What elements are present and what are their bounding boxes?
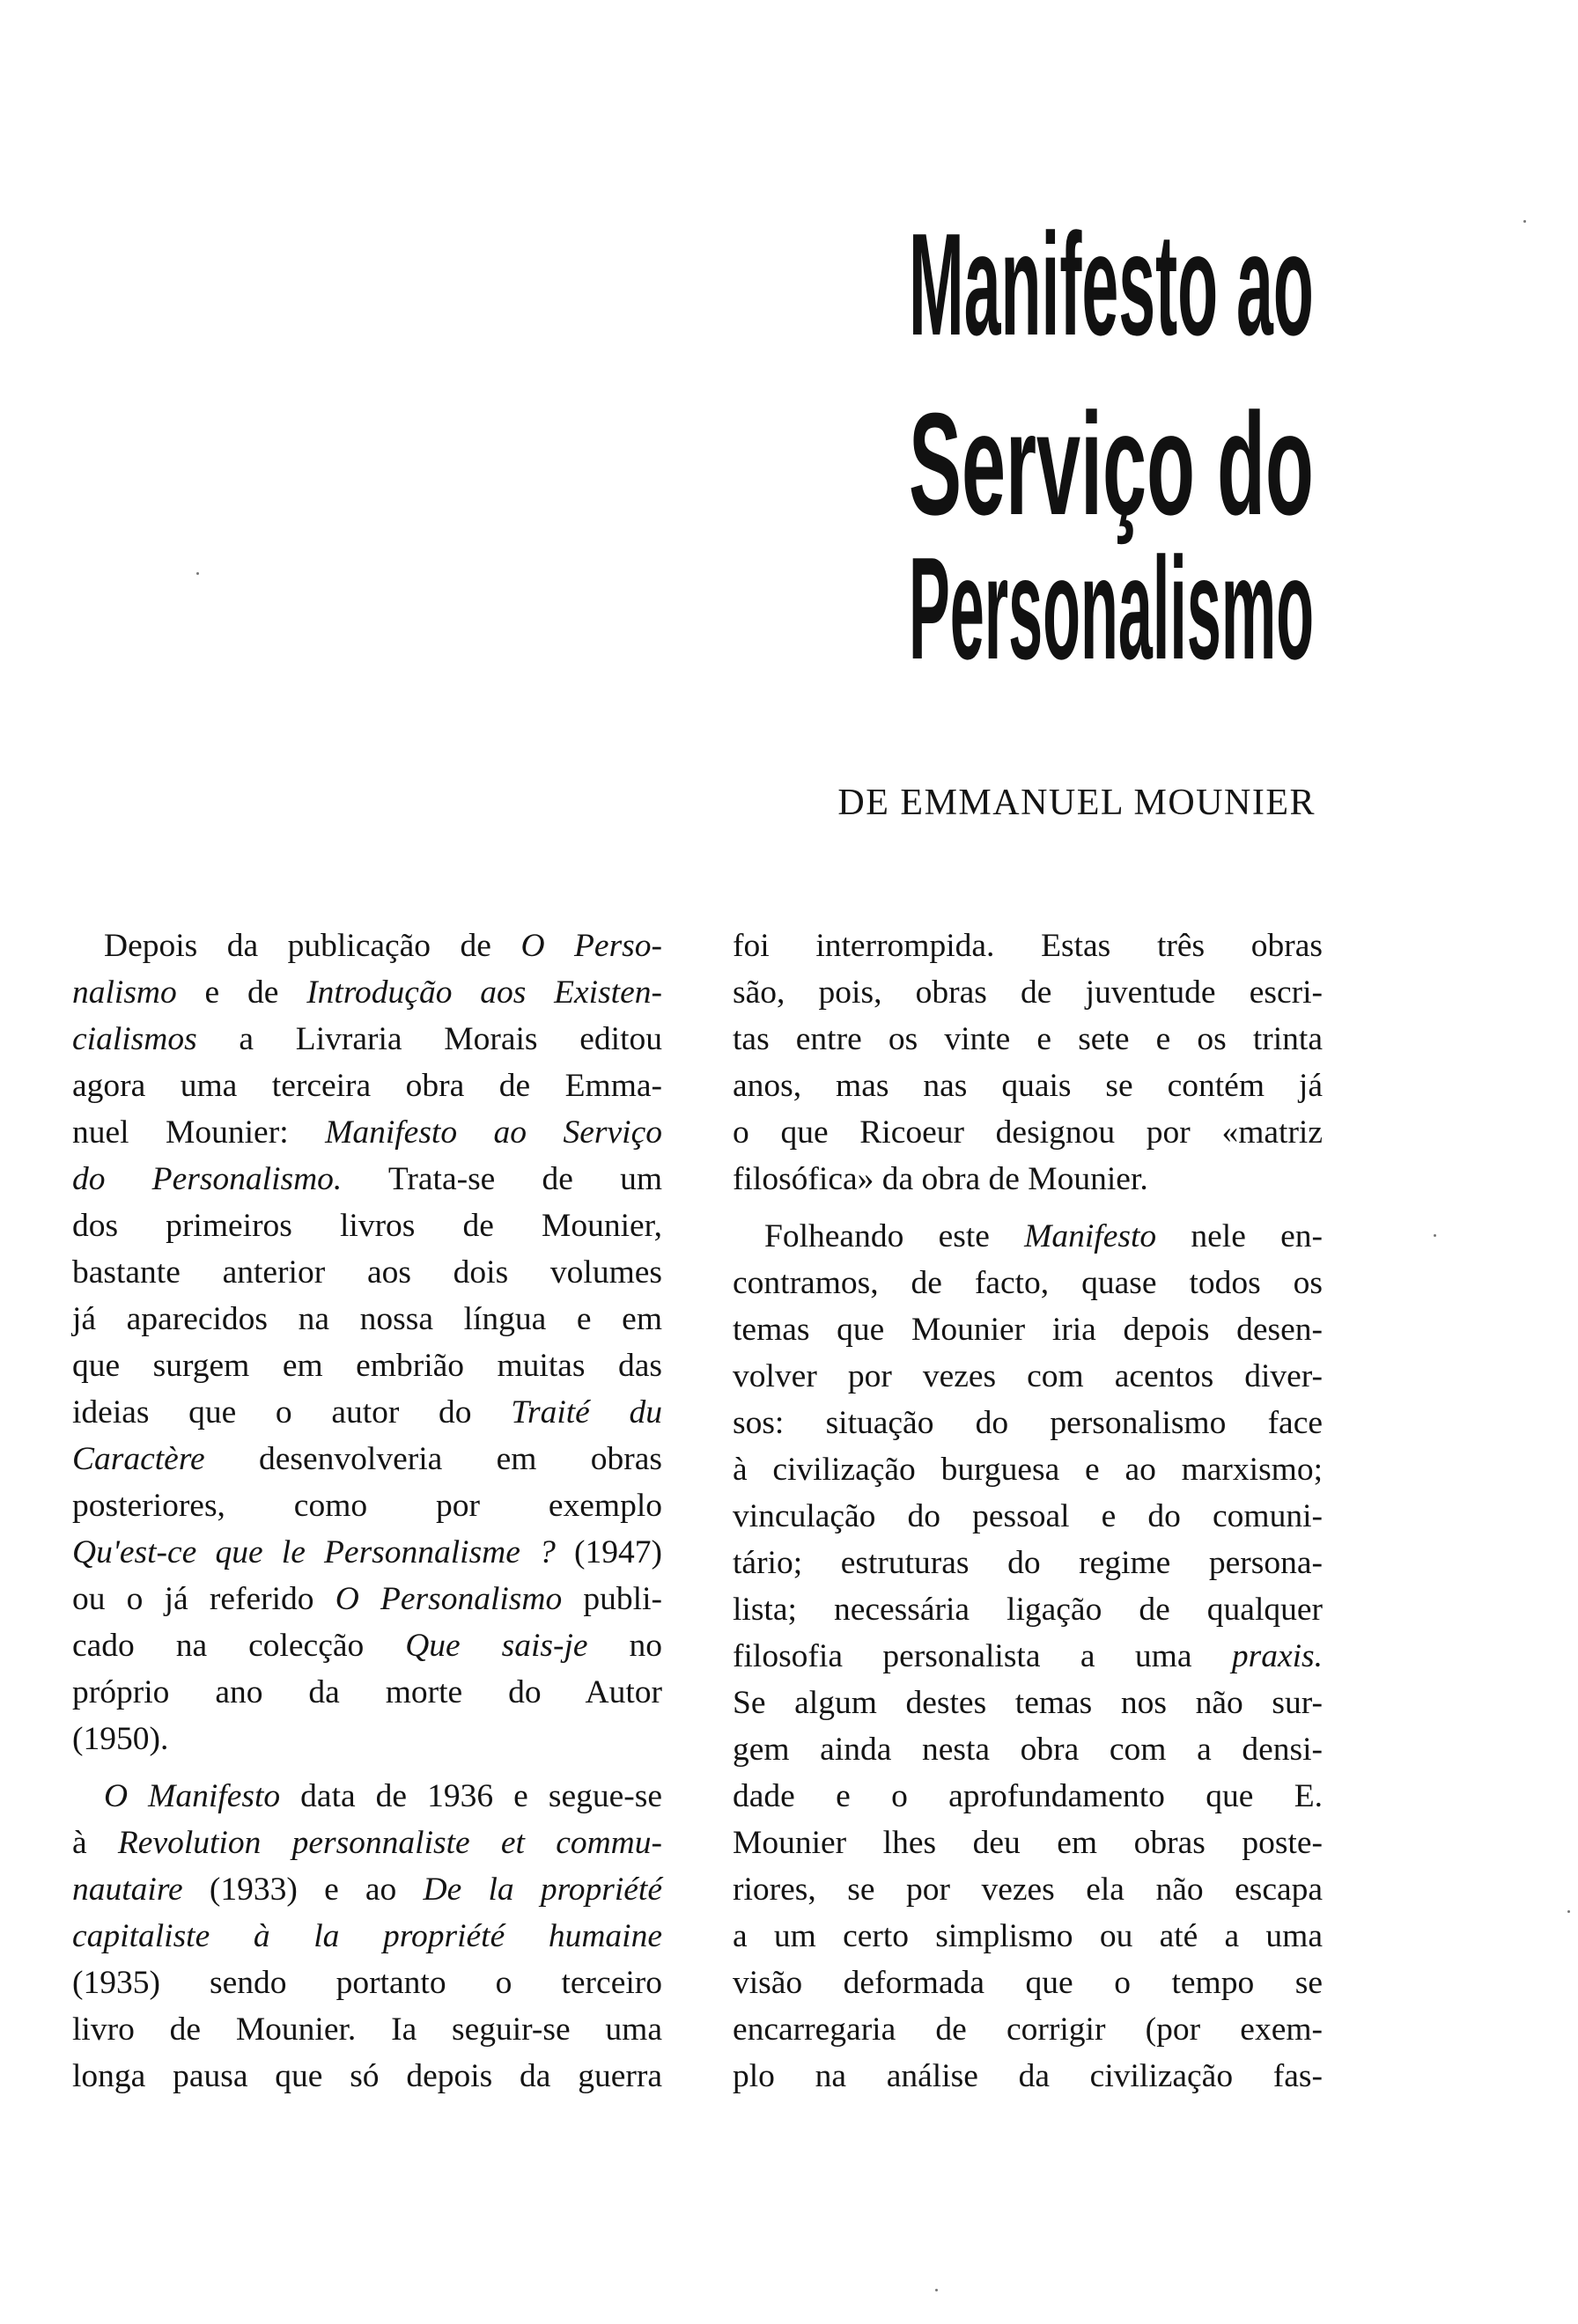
text-run: o que Ricoeur designou por «matriz [733, 1114, 1323, 1151]
italic-text-run: Caractère [72, 1441, 205, 1477]
text-line [733, 1773, 1323, 1820]
title-line-3: Personalismo [909, 526, 1315, 690]
text-line [733, 1063, 1323, 1109]
text-run: foi interrompida. Estas três obras [733, 928, 1323, 964]
text-line [72, 1529, 662, 1576]
text-line [733, 1260, 1323, 1306]
text-line [72, 1576, 662, 1622]
text-run: bastante anterior aos dois volumes [72, 1254, 662, 1291]
text-run: no [587, 1628, 663, 1664]
title-line-2: Serviço do [909, 382, 1314, 546]
text-column-right [733, 923, 1323, 2100]
text-run: já aparecidos na nossa língua e em [72, 1301, 662, 1337]
italic-text-run: Manifesto [1024, 1218, 1157, 1254]
text-line [733, 1353, 1323, 1400]
text-line [733, 1866, 1323, 1913]
text-run: tas entre os vinte e sete e os trinta [733, 1021, 1323, 1057]
text-line [733, 1156, 1323, 1202]
text-line [72, 1063, 662, 1109]
text-run: filosófica» da obra de Mounier. [733, 1161, 1148, 1197]
text-run: livro de Mounier. Ia seguir-se uma [72, 2011, 662, 2048]
italic-text-run: nalismo [72, 974, 177, 1011]
text-run: plo na análise da civilização fas- [733, 2058, 1323, 2094]
scan-speck [196, 572, 199, 575]
text-line [72, 1960, 662, 2006]
italic-text-run: Introdução aos Existen- [306, 974, 662, 1011]
text-line [72, 1866, 662, 1913]
text-run: ou o já referido [72, 1581, 336, 1617]
text-run: (1935) sendo portanto o terceiro [72, 1965, 662, 2001]
text-line [72, 1436, 662, 1482]
text-line [733, 1540, 1323, 1586]
text-run: (1950). [72, 1721, 169, 1757]
text-line [733, 1400, 1323, 1446]
italic-text-run: O Perso- [520, 928, 662, 964]
text-line [72, 1389, 662, 1436]
text-run: tário; estruturas do regime persona- [733, 1545, 1323, 1581]
italic-text-run: praxis. [1231, 1638, 1323, 1674]
text-line [733, 923, 1323, 969]
text-line [733, 1306, 1323, 1353]
scan-speck [1567, 1910, 1570, 1913]
italic-text-run: Traité du [511, 1394, 662, 1430]
text-line [72, 1716, 662, 1762]
text-run: posteriores, como por exemplo [72, 1488, 662, 1524]
italic-text-run: O Manifesto [104, 1778, 281, 1814]
italic-text-run: Revolution personnaliste et commu- [117, 1825, 662, 1861]
text-run: desenvolveria em obras [204, 1441, 662, 1477]
text-run: ideias que o autor do [72, 1394, 512, 1430]
text-line [733, 1960, 1323, 2006]
text-run: anos, mas nas quais se contém já [733, 1068, 1323, 1104]
text-line [72, 1342, 662, 1389]
text-run: Se algum destes temas nos não sur- [733, 1685, 1323, 1721]
text-run: riores, se por vezes ela não escapa [733, 1872, 1323, 1908]
text-line [733, 1586, 1323, 1633]
italic-text-run: do Personalismo. [72, 1161, 343, 1197]
text-run: próprio ano da morte do Autor [72, 1674, 662, 1710]
text-run: à civilização burguesa e ao marxismo; [733, 1452, 1323, 1488]
text-run: a Livraria Morais editou [196, 1021, 662, 1057]
text-run: vinculação do pessoal e do comuni- [733, 1498, 1323, 1534]
text-run: volver por vezes com acentos diver- [733, 1358, 1323, 1394]
title-line-1: Manifesto ao [909, 202, 1314, 366]
italic-text-run: Qu'est-ce que le Personnalisme ? [72, 1534, 556, 1570]
text-run: (1947) [555, 1534, 662, 1570]
text-line [733, 1109, 1323, 1156]
text-line [72, 923, 662, 969]
text-line [72, 1773, 662, 1820]
text-run: nuel Mounier: [72, 1114, 326, 1151]
text-run: Folheando este [764, 1218, 1025, 1254]
text-line [72, 2053, 662, 2100]
text-line [72, 1669, 662, 1716]
text-run: temas que Mounier iria depois desen- [733, 1312, 1323, 1348]
author-byline: DE EMMANUEL MOUNIER [837, 783, 1316, 823]
text-line [733, 2006, 1323, 2053]
text-line [733, 1633, 1323, 1680]
text-line [72, 1109, 662, 1156]
text-run: são, pois, obras de juventude escri- [733, 974, 1323, 1011]
text-line [72, 2006, 662, 2053]
text-line [72, 1156, 662, 1202]
text-run: longa pausa que só depois da guerra [72, 2058, 662, 2094]
text-line [733, 969, 1323, 1016]
italic-text-run: nautaire [72, 1872, 183, 1908]
text-line [72, 1202, 662, 1249]
text-line [733, 1820, 1323, 1866]
italic-text-run: Que sais-je [405, 1628, 588, 1664]
text-run: data de 1936 e segue-se [280, 1778, 662, 1814]
text-line [733, 1913, 1323, 1960]
text-line [733, 1680, 1323, 1726]
text-run: que surgem em embrião muitas das [72, 1348, 662, 1384]
text-run: à [72, 1825, 118, 1861]
scan-speck [935, 2289, 938, 2291]
text-line [72, 969, 662, 1016]
italic-text-run: cialismos [72, 1021, 197, 1057]
text-line [72, 1622, 662, 1669]
text-run: gem ainda nesta obra com a densi- [733, 1732, 1323, 1768]
italic-text-run: capitaliste à la propriété humaine [72, 1918, 662, 1954]
text-line [72, 1820, 662, 1866]
text-run: (1933) e ao [182, 1872, 424, 1908]
text-run: filosofia personalista a uma [733, 1638, 1232, 1674]
text-line [733, 1726, 1323, 1773]
text-run: Trata-se de um [342, 1161, 662, 1197]
text-line [72, 1296, 662, 1342]
scan-speck [1523, 220, 1526, 223]
text-run: contramos, de facto, quase todos os [733, 1265, 1323, 1301]
text-run: publi- [562, 1581, 662, 1617]
text-run: e de [176, 974, 307, 1011]
text-run: agora uma terceira obra de Emma- [72, 1068, 662, 1104]
text-run: Depois da publicação de [104, 928, 521, 964]
text-line [72, 1249, 662, 1296]
text-line [733, 1213, 1323, 1260]
text-line [72, 1913, 662, 1960]
text-line [733, 1016, 1323, 1063]
text-run: dade e o aprofundamento que E. [733, 1778, 1323, 1814]
scan-speck [1434, 1234, 1436, 1237]
text-run: cado na colecção [72, 1628, 406, 1664]
italic-text-run: De la propriété [423, 1872, 662, 1908]
text-run: encarregaria de corrigir (por exem- [733, 2011, 1323, 2048]
text-line [72, 1482, 662, 1529]
text-line [733, 1493, 1323, 1540]
text-run: Mounier lhes deu em obras poste- [733, 1825, 1323, 1861]
text-run: dos primeiros livros de Mounier, [72, 1208, 662, 1244]
text-run: nele en- [1156, 1218, 1323, 1254]
italic-text-run: O Personalismo [335, 1581, 563, 1617]
text-column-left [72, 923, 662, 2100]
text-run: a um certo simplismo ou até a uma [733, 1918, 1323, 1954]
text-line [733, 2053, 1323, 2100]
italic-text-run: Manifesto ao Serviço [325, 1114, 662, 1151]
text-run: sos: situação do personalismo face [733, 1405, 1323, 1441]
text-run: lista; necessária ligação de qualquer [733, 1592, 1323, 1628]
text-line [733, 1446, 1323, 1493]
text-run: visão deformada que o tempo se [733, 1965, 1323, 2001]
text-line [72, 1016, 662, 1063]
